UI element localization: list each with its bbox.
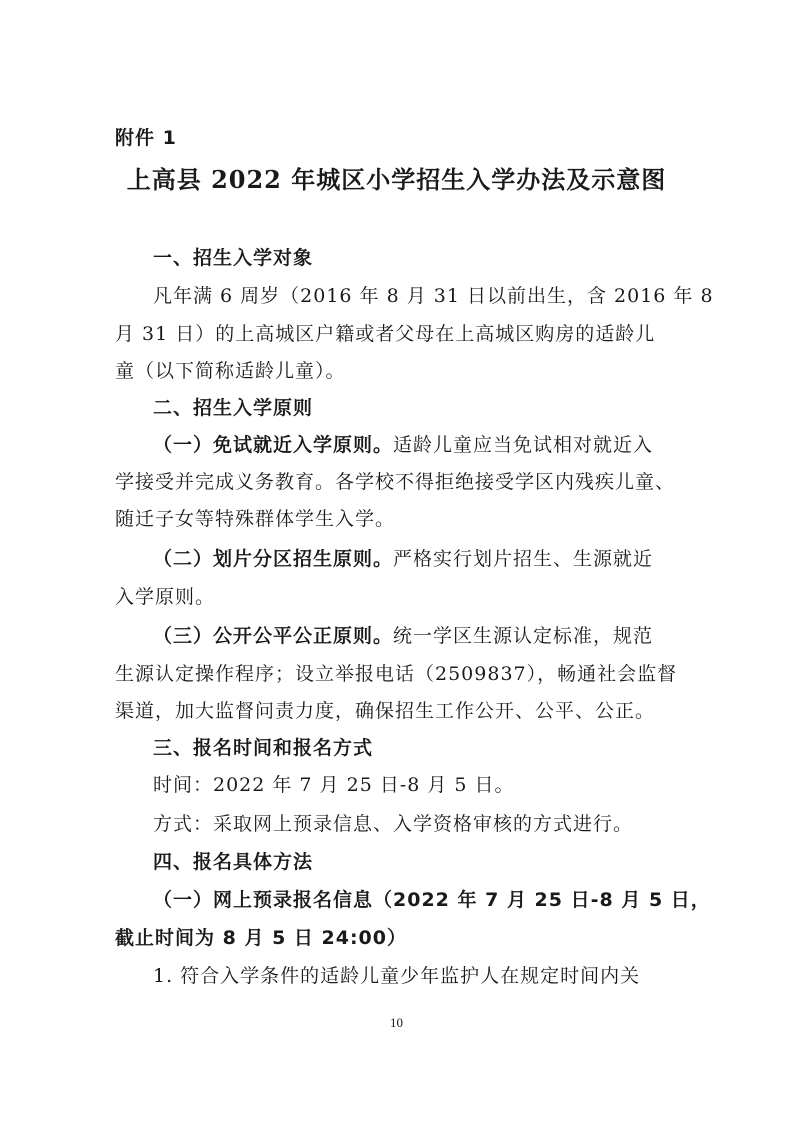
subsection-heading-online-cont: 截止时间为 8 月 5 日 24:00） [115,927,407,949]
subsection-heading-online: （一）网上预录报名信息（2022 年 7 月 25 日-8 月 5 日， [153,889,711,911]
paragraph-line: 渠道，加大监督问责力度，确保招生工作公开、公平、公正。 [115,700,656,722]
paragraph-line [153,431,685,459]
paragraph-line [153,545,685,573]
principle-title-3: （三）公开公平公正原则。 [153,625,394,647]
attachment-label: 附件 1 [115,127,177,149]
registration-method: 方式：采取网上预录信息、入学资格审核的方式进行。 [153,813,634,835]
paragraph-line: 月 31 日）的上高城区户籍或者父母在上高城区购房的适龄儿 [115,323,656,345]
paragraph-line: 童（以下简称适龄儿童）。 [115,360,346,382]
section-heading-3: 三、报名时间和报名方式 [153,737,374,759]
paragraph-line: 生源认定操作程序；设立举报电话（2509837），畅通社会监督 [115,663,678,685]
section-heading-4: 四、报名具体方法 [153,851,314,873]
section-heading-2: 二、招生入学原则 [153,397,314,419]
section-heading-1: 一、招生入学对象 [153,247,314,269]
paragraph-text: 适龄儿童应当免试相对就近入 [393,434,654,456]
paragraph-line: 凡年满 6 周岁（2016 年 8 月 31 日以前出生，含 2016 年 8 [153,285,714,307]
paragraph-line: 随迁子女等特殊群体学生入学。 [115,508,396,530]
list-item: 1. 符合入学条件的适龄儿童少年监护人在规定时间内关 [153,965,641,987]
paragraph-line: 学接受并完成义务教育。各学校不得拒绝接受学区内残疾儿童、 [115,471,676,493]
paragraph-line [153,622,685,650]
principle-title-2: （二）划片分区招生原则。 [153,548,394,570]
document-title: 上高县 2022 年城区小学招生入学办法及示意图 [126,165,667,194]
paragraph-text: 统一学区生源认定标准，规范 [393,625,654,647]
registration-time: 时间：2022 年 7 月 25 日-8 月 5 日。 [153,774,515,796]
page-number: 10 [390,1015,403,1030]
principle-title-1: （一）免试就近入学原则。 [153,434,394,456]
paragraph-line: 入学原则。 [115,586,216,608]
paragraph-text: 严格实行划片招生、生源就近 [393,548,654,570]
